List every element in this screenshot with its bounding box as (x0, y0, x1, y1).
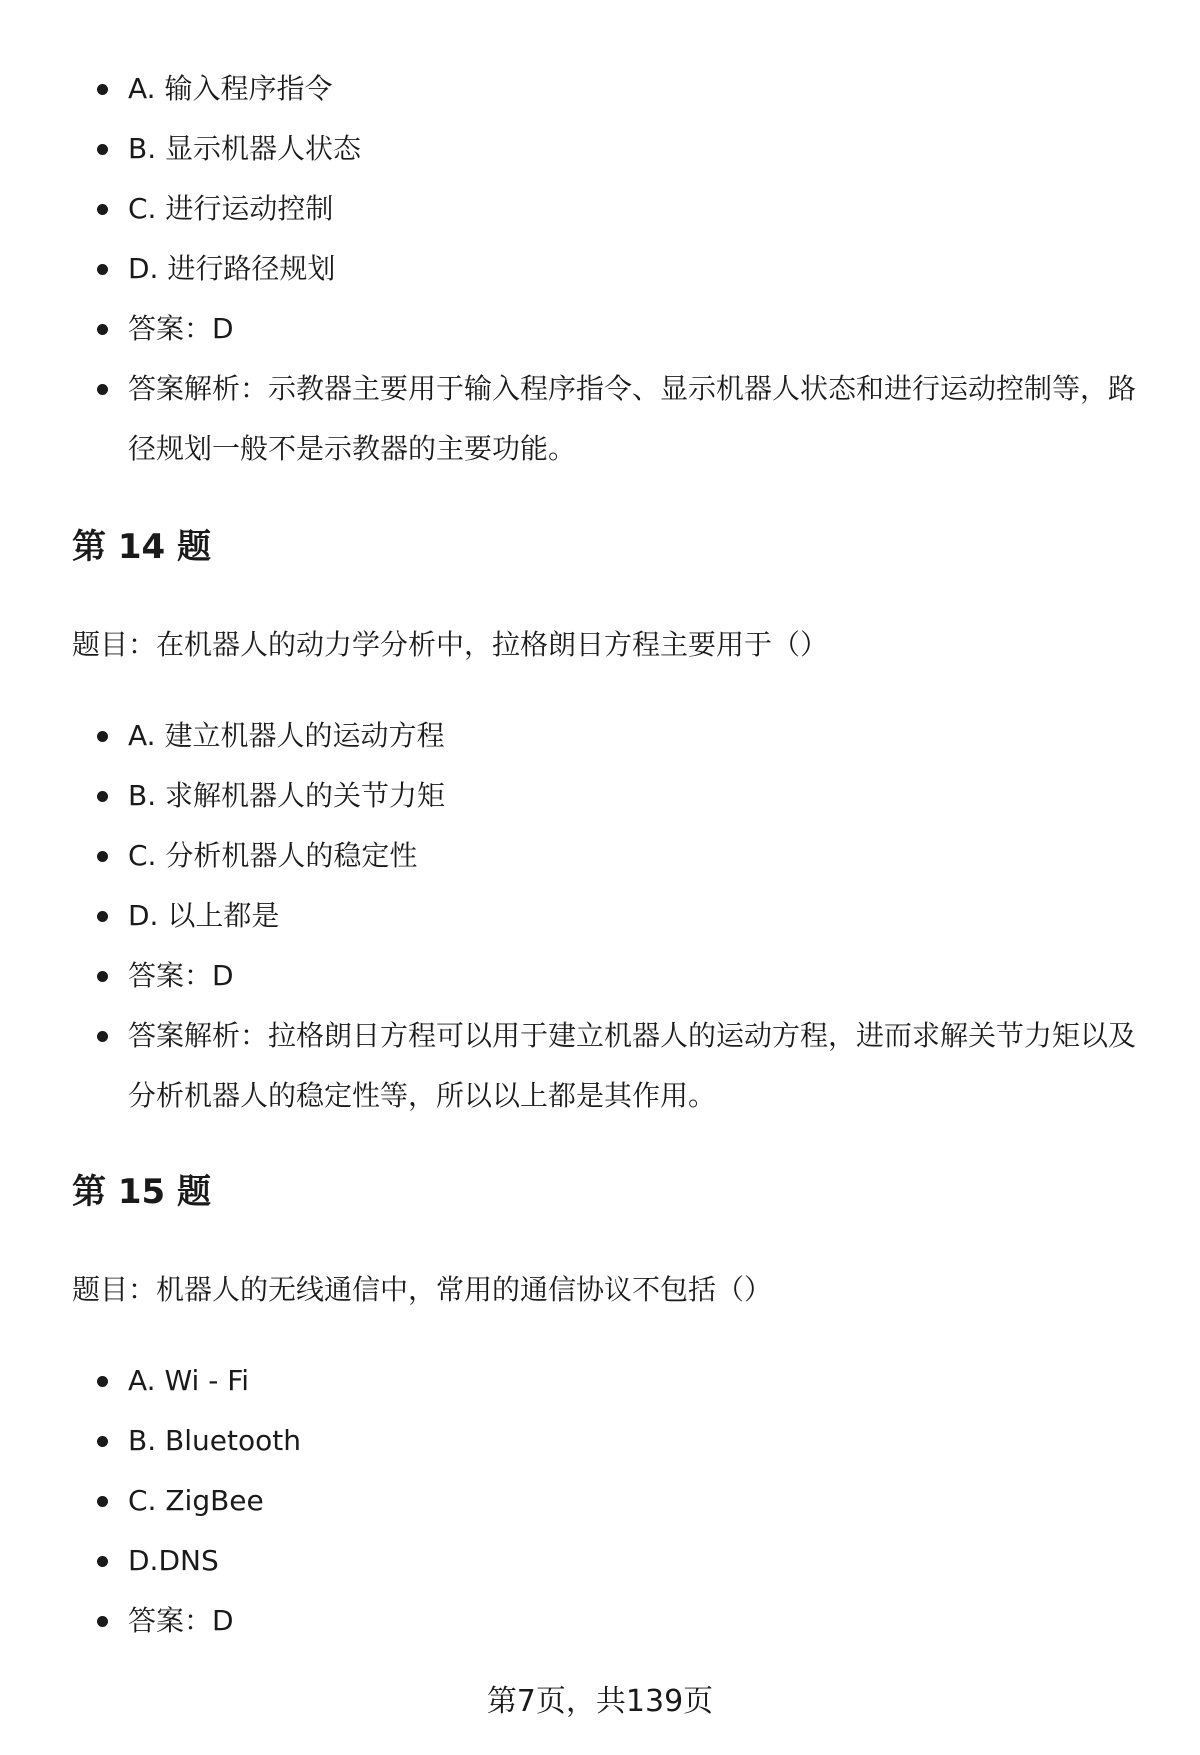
option-a: A. 建立机器人的运动方程 (0, 706, 1200, 766)
question-15-title: 第 15 题 (72, 1172, 211, 1212)
option-a: A. Wi - Fi (0, 1351, 1200, 1411)
question-14-block (0, 706, 1200, 1126)
q14-options-list (0, 706, 1200, 1126)
question-14-stem: 题目：在机器人的动力学分析中，拉格朗日方程主要用于（） (72, 628, 829, 661)
option-b: B. Bluetooth (0, 1411, 1200, 1471)
explanation: 答案解析：拉格朗日方程可以用于建立机器人的运动方程，进而求解关节力矩以及分析机器人的稳定性等，所以以上都是其作用。 (0, 1006, 1200, 1126)
q15-options-list (0, 1351, 1200, 1651)
answer: 答案：D (0, 299, 1200, 359)
option-d: D. 以上都是 (0, 886, 1200, 946)
option-d: D.DNS (0, 1531, 1200, 1591)
explanation: 答案解析：示教器主要用于输入程序指令、显示机器人状态和进行运动控制等，路径规划一般不是示教器的主要功能。 (0, 359, 1200, 479)
answer: 答案：D (0, 1591, 1200, 1651)
question-14-title: 第 14 题 (72, 527, 211, 567)
page-footer: 第7页，共139页 (486, 1684, 714, 1719)
prev-options-list (0, 59, 1200, 479)
option-c: C. ZigBee (0, 1471, 1200, 1531)
option-d: D. 进行路径规划 (0, 239, 1200, 299)
option-c: C. 进行运动控制 (0, 179, 1200, 239)
option-b: B. 显示机器人状态 (0, 119, 1200, 179)
answer: 答案：D (0, 946, 1200, 1006)
option-a: A. 输入程序指令 (0, 59, 1200, 119)
question-15-block (0, 1351, 1200, 1651)
option-c: C. 分析机器人的稳定性 (0, 826, 1200, 886)
prev-question-block (0, 59, 1200, 479)
question-15-stem: 题目：机器人的无线通信中，常用的通信协议不包括（） (72, 1273, 773, 1306)
option-b: B. 求解机器人的关节力矩 (0, 766, 1200, 826)
